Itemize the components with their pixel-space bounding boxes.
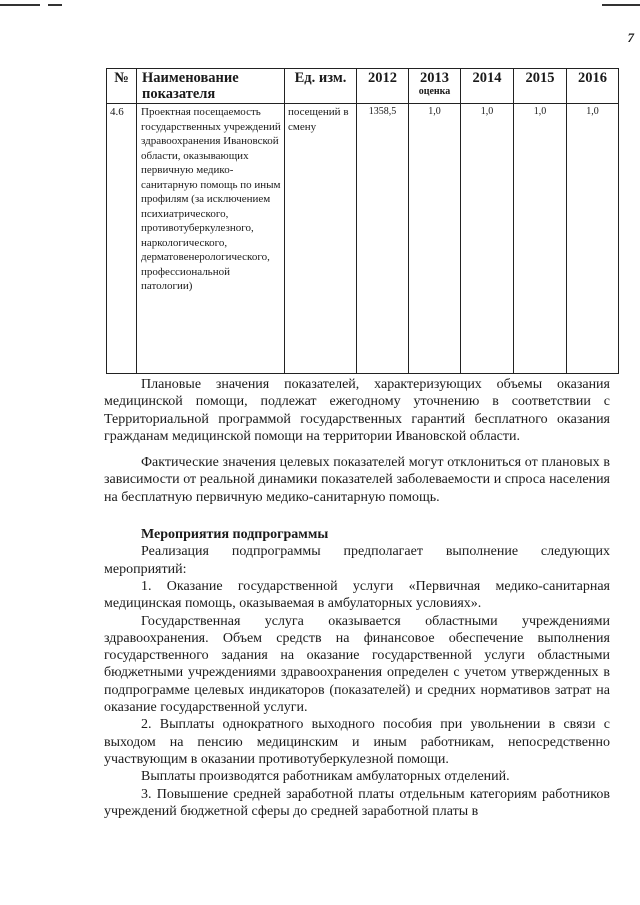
paragraph-item-2: 2. Выплаты однократного выходного пособия при увольнении в связи с выходом на пенсию медицинским и иным работникам, непосредственно участвующим в оказании противотуберкулезной помощи. xyxy=(104,717,610,767)
header-2013 xyxy=(409,69,461,104)
header-2015: 2015 xyxy=(514,69,567,104)
page-number: 7 xyxy=(627,30,634,45)
table-header-row xyxy=(107,69,619,104)
paragraph-item-3: 3. Повышение средней заработной платы отдельным категориям работников учреждений бюджетной сферы до средней заработной платы в xyxy=(104,786,610,819)
header-name: Наименование показателя xyxy=(137,69,285,104)
indicator-table xyxy=(106,68,619,374)
header-2012: 2012 xyxy=(357,69,409,104)
paragraph-implementation: Реализация подпрограммы предполагает выполнение следующих мероприятий: xyxy=(104,544,610,577)
header-2013-note: оценка xyxy=(418,86,451,97)
row-value-2012: 1358,5 xyxy=(357,104,409,374)
paragraph-plan-values: Плановые значения показателей, характеризующих объемы оказания медицинской помощи, подлежат ежегодному уточнению в соответствии с Территориальной программой государственных гарантий бесплатного оказания гражданам медицинской помощи на территории Ивановской области. xyxy=(104,377,610,444)
scan-rule xyxy=(48,4,62,6)
header-2016: 2016 xyxy=(567,69,619,104)
table-row xyxy=(107,104,619,374)
paragraph-actual-values: Фактические значения целевых показателей могут отклониться от плановых в зависимости от реальной динамики показателей заболеваемости и спроса населения на бесплатную первичную медико-санитарную помощь. xyxy=(104,455,610,505)
header-2014: 2014 xyxy=(461,69,514,104)
scan-rule xyxy=(0,4,40,6)
row-value-2013: 1,0 xyxy=(409,104,461,374)
scan-rule xyxy=(602,4,640,6)
header-no: № xyxy=(107,69,137,104)
document-body xyxy=(104,376,610,820)
row-indicator-name: Проектная посещаемость государственных учреждений здравоохранения Ивановской области, оказывающих первичную медико-санитарную помощь по иным профилям (за исключением психиатрического, противотуберкулезного, наркологического, дерматовенерологического, профессиональной патологии) xyxy=(137,104,285,374)
paragraph-payments: Выплаты производятся работникам амбулаторных отделений. xyxy=(141,769,510,785)
section-heading: Мероприятия подпрограммы xyxy=(141,527,329,543)
header-2013-year: 2013 xyxy=(420,70,449,86)
header-unit: Ед. изм. xyxy=(285,69,357,104)
row-number: 4.6 xyxy=(107,104,137,374)
paragraph-item-1: 1. Оказание государственной услуги «Первичная медико-санитарная медицинская помощь, оказываемая в амбулаторных условиях». xyxy=(104,578,610,612)
paragraph-service-detail: Государственная услуга оказывается областными учреждениями здравоохранения. Объем средств на финансовое обеспечение выполнения государственного задания на оказание государственной услуги областными бюджетными учреждениями здравоохранения определен с учетом утвержденных в подпрограмме целевых индикаторов (показателей) и средних нормативов затрат на оказание государственной услуги. xyxy=(104,613,610,716)
row-value-2015: 1,0 xyxy=(514,104,567,374)
row-unit: посещений в смену xyxy=(285,104,357,374)
row-value-2014: 1,0 xyxy=(461,104,514,374)
row-value-2016: 1,0 xyxy=(567,104,619,374)
